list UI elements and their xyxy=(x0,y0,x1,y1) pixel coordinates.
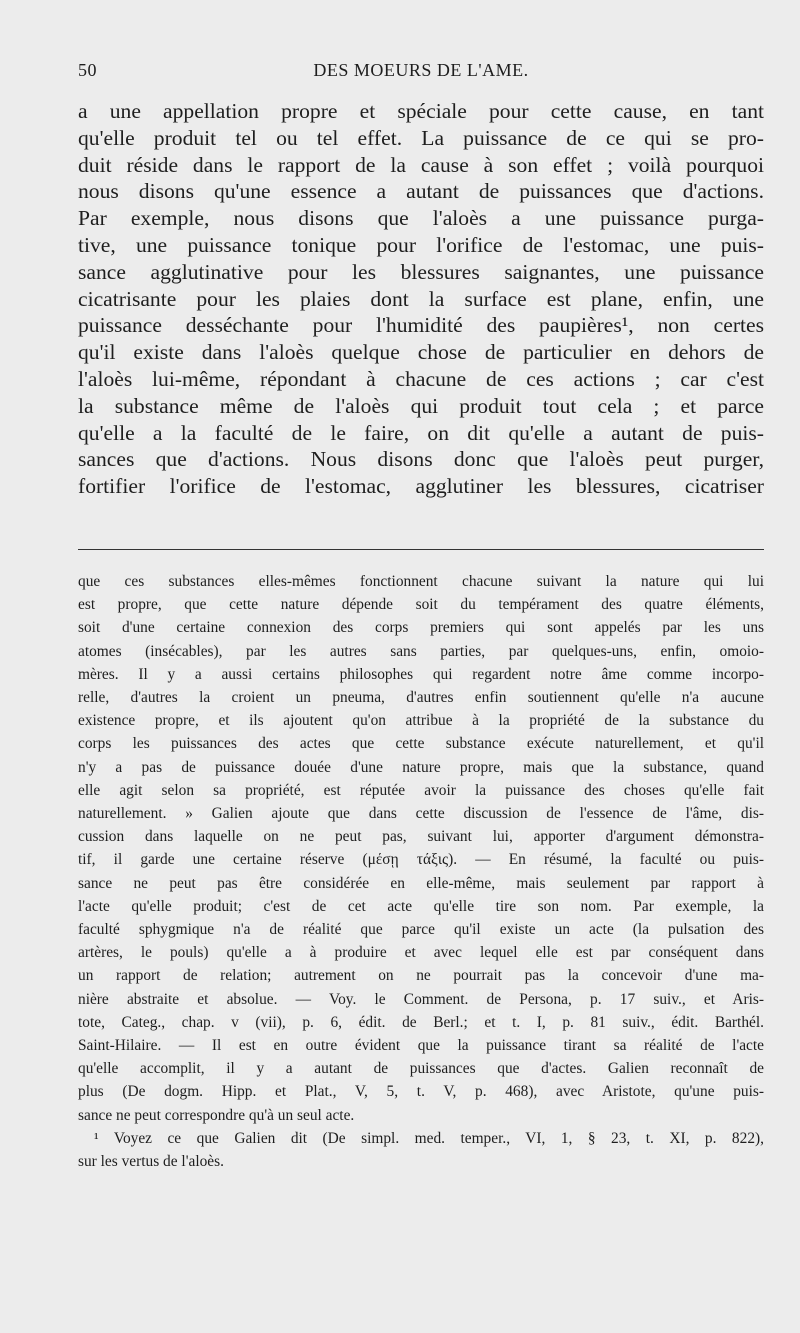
footnote-line: que ces substances elles-mêmes fonctionnent chacune suivant la nature qui lui xyxy=(78,573,764,590)
footnote-line: l'acte qu'elle produit; c'est de cet acte qu'elle tire son nom. Par exemple, la xyxy=(78,897,764,915)
body-line: tive, une puissance tonique pour l'orifice de l'estomac, une puis- xyxy=(78,232,764,257)
body-line: qu'elle a la faculté de le faire, on dit qu'elle a autant de puis- xyxy=(78,420,764,445)
body-line: duit réside dans le rapport de la cause à son effet ; voilà pourquoi xyxy=(78,152,764,177)
body-line: a une appellation propre et spéciale pour cette cause, en tant xyxy=(78,99,764,123)
body-line: Par exemple, nous disons que l'aloès a une puissance purga- xyxy=(78,206,764,231)
footnote-separator xyxy=(78,549,764,550)
footnote-line: plus (De dogm. Hipp. et Plat., V, 5, t. V, p. 468), avec Aristote, qu'une puis- xyxy=(78,1083,764,1101)
footnote-line: artères, le pouls) qu'elle a à produire et avec lequel elle est par conséquent dans xyxy=(78,944,764,962)
footnote-line: tote, Categ., chap. v (vii), p. 6, édit. de Berl.; et t. I, p. 81 suiv., édit. Barthél. xyxy=(78,1013,764,1031)
body-line: qu'il existe dans l'aloès quelque chose de particulier en dehors de xyxy=(78,340,764,365)
footnotes xyxy=(78,570,764,1173)
page-number: 50 xyxy=(78,60,97,80)
footnote-line: elle agit selon sa propriété, est réputée avoir la puissance des choses qu'elle fait xyxy=(78,781,764,799)
body-line: qu'elle produit tel ou tel effet. La puissance de ce qui se pro- xyxy=(78,125,764,150)
footnote-line: atomes (insécables), par les autres sans parties, par quelques-uns, enfin, omoio- xyxy=(78,642,764,660)
footnote-line: nière abstraite et absolue. — Voy. le Comment. de Persona, p. 17 suiv., et Aris- xyxy=(78,990,764,1008)
main-text xyxy=(78,98,764,500)
footnote-line: est propre, que cette nature dépende soit du tempérament des quatre éléments, xyxy=(78,596,764,614)
body-line: fortifier l'orifice de l'estomac, agglutiner les blessures, cicatriser xyxy=(78,474,764,499)
body-line: sances que d'actions. Nous disons donc que l'aloès peut purger, xyxy=(78,447,764,472)
footnote-line: sance ne peut correspondre qu'à un seul acte. xyxy=(78,1106,355,1124)
body-line: l'aloès lui-même, répondant à chacune de ces actions ; car c'est xyxy=(78,366,764,391)
footnote-line: sance ne peut pas être considérée en elle-même, mais seulement par rapport à xyxy=(78,874,764,892)
footnote-line: corps les puissances des actes que cette substance exécute naturellement, et qu'il xyxy=(78,735,764,753)
body-line: cicatrisante pour les plaies dont la surface est plane, enfin, une xyxy=(78,286,764,311)
running-header xyxy=(78,60,764,88)
footnote-line: qu'elle accomplit, il y a autant de puissances que d'actes. Galien reconnaît de xyxy=(78,1060,764,1078)
body-line: puissance desséchante pour l'humidité des paupières¹, non certes xyxy=(78,313,764,338)
running-title: DES MOEURS DE L'AME. xyxy=(313,60,529,80)
body-line: la substance même de l'aloès qui produit tout cela ; et parce xyxy=(78,393,764,418)
footnote-line: relle, d'autres la croient un pneuma, d'autres enfin soutiennent qu'elle n'a aucune xyxy=(78,689,764,707)
footnote-line: soit d'une certaine connexion des corps premiers qui sont appelés par les uns xyxy=(78,619,764,637)
body-line: sance agglutinative pour les blessures saignantes, une puissance xyxy=(78,259,764,284)
footnote-line: ¹ Voyez ce que Galien dit (De simpl. med. temper., VI, 1, § 23, t. XI, p. 822), xyxy=(94,1129,764,1147)
footnote-line: n'y a pas de puissance douée d'une nature propre, mais que la substance, quand xyxy=(78,758,764,776)
footnote-line: Saint-Hilaire. — Il est en outre évident que la puissance tirant sa réalité de l'acte xyxy=(78,1037,764,1055)
footnote-line: tif, il garde une certaine réserve (μέσῃ τάξις). — En résumé, la faculté ou puis- xyxy=(78,851,764,869)
footnote-line: cussion dans laquelle on ne peut pas, suivant lui, apporter d'argument démonstra- xyxy=(78,828,764,846)
footnote-line: mères. Il y a aussi certains philosophes qui regardent notre âme comme incorpo- xyxy=(78,665,764,683)
footnote-line: faculté sphygmique n'a de réalité que parce qu'il existe un acte (la pulsation des xyxy=(78,921,764,939)
footnote-line: sur les vertus de l'aloès. xyxy=(78,1153,224,1171)
footnote-line: un rapport de relation; autrement on ne pourrait pas la concevoir d'une ma- xyxy=(78,967,764,985)
footnote-line: naturellement. » Galien ajoute que dans cette discussion de l'essence de l'âme, dis- xyxy=(78,805,764,823)
footnote-line: existence propre, et ils ajoutent qu'on attribue à la propriété de la substance du xyxy=(78,712,764,730)
body-line: nous disons qu'une essence a autant de puissances que d'actions. xyxy=(78,179,764,204)
